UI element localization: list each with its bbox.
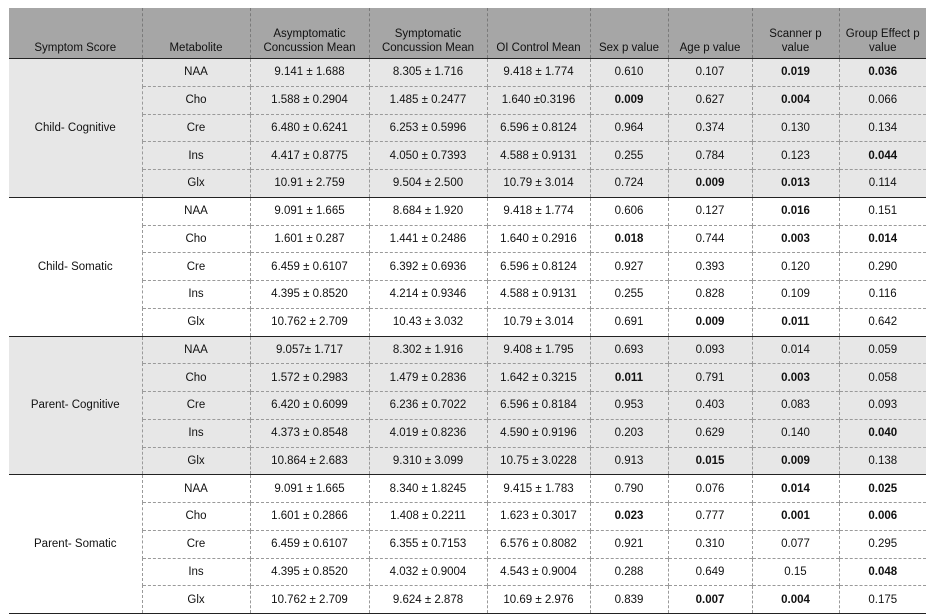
age-p-value-cell: 0.076: [668, 475, 752, 503]
sex-p-value-cell: 0.927: [590, 253, 668, 281]
table-row: [9, 475, 926, 503]
age-p-value-cell: 0.744: [668, 225, 752, 253]
age-p-value-cell: 0.127: [668, 197, 752, 225]
scanner-p-value-cell: 0.014: [752, 475, 839, 503]
header-group-effect-p-value: Group Effect p value: [839, 8, 926, 59]
asymptomatic-mean-cell: 4.373 ± 0.8548: [250, 419, 369, 447]
group-effect-p-value-cell: 0.014: [839, 225, 926, 253]
group-effect-p-value-cell: 0.175: [839, 586, 926, 613]
group-effect-p-value-cell: 0.138: [839, 447, 926, 475]
symptomatic-mean-cell: 8.340 ± 1.8245: [369, 475, 487, 503]
metabolite-cell: Cre: [142, 114, 250, 142]
symptomatic-mean-cell: 6.392 ± 0.6936: [369, 253, 487, 281]
age-p-value-cell: 0.093: [668, 336, 752, 364]
age-p-value-cell: 0.403: [668, 392, 752, 420]
group-effect-p-value-cell: 0.093: [839, 392, 926, 420]
scanner-p-value-cell: 0.009: [752, 447, 839, 475]
scanner-p-value-cell: 0.15: [752, 558, 839, 586]
symptomatic-mean-cell: 8.302 ± 1.916: [369, 336, 487, 364]
group-effect-p-value-cell: 0.025: [839, 475, 926, 503]
oi-control-mean-cell: 10.75 ± 3.0228: [487, 447, 590, 475]
results-table: [9, 8, 926, 613]
table-row: [9, 530, 926, 558]
asymptomatic-mean-cell: 10.91 ± 2.759: [250, 170, 369, 198]
age-p-value-cell: 0.791: [668, 364, 752, 392]
symptomatic-mean-cell: 6.236 ± 0.7022: [369, 392, 487, 420]
header-oi-control-mean: OI Control Mean: [487, 8, 590, 59]
metabolite-cell: NAA: [142, 59, 250, 87]
asymptomatic-mean-cell: 9.091 ± 1.665: [250, 197, 369, 225]
table-row: [9, 253, 926, 281]
metabolite-cell: Cre: [142, 530, 250, 558]
scanner-p-value-cell: 0.011: [752, 308, 839, 336]
oi-control-mean-cell: 10.79 ± 3.014: [487, 170, 590, 198]
scanner-p-value-cell: 0.004: [752, 86, 839, 114]
symptomatic-mean-cell: 4.019 ± 0.8236: [369, 419, 487, 447]
oi-control-mean-cell: 9.415 ± 1.783: [487, 475, 590, 503]
symptomatic-mean-cell: 1.441 ± 0.2486: [369, 225, 487, 253]
table-row: [9, 336, 926, 364]
metabolite-cell: Cre: [142, 392, 250, 420]
symptom-score-cell: Child- Somatic: [9, 197, 142, 336]
age-p-value-cell: 0.393: [668, 253, 752, 281]
scanner-p-value-cell: 0.003: [752, 364, 839, 392]
group-effect-p-value-cell: 0.059: [839, 336, 926, 364]
metabolite-cell: Cho: [142, 364, 250, 392]
asymptomatic-mean-cell: 1.572 ± 0.2983: [250, 364, 369, 392]
sex-p-value-cell: 0.953: [590, 392, 668, 420]
scanner-p-value-cell: 0.083: [752, 392, 839, 420]
row-group: [9, 475, 926, 613]
table-row: [9, 225, 926, 253]
oi-control-mean-cell: 4.590 ± 0.9196: [487, 419, 590, 447]
oi-control-mean-cell: 1.623 ± 0.3017: [487, 503, 590, 531]
asymptomatic-mean-cell: 9.057± 1.717: [250, 336, 369, 364]
age-p-value-cell: 0.015: [668, 447, 752, 475]
sex-p-value-cell: 0.203: [590, 419, 668, 447]
symptomatic-mean-cell: 6.355 ± 0.7153: [369, 530, 487, 558]
table-row: [9, 447, 926, 475]
header-symptom-score: Symptom Score: [9, 8, 142, 59]
asymptomatic-mean-cell: 6.480 ± 0.6241: [250, 114, 369, 142]
symptomatic-mean-cell: 4.032 ± 0.9004: [369, 558, 487, 586]
table-row: [9, 503, 926, 531]
asymptomatic-mean-cell: 1.601 ± 0.287: [250, 225, 369, 253]
group-effect-p-value-cell: 0.058: [839, 364, 926, 392]
table-row: [9, 114, 926, 142]
group-effect-p-value-cell: 0.642: [839, 308, 926, 336]
header-asymptomatic-mean: Asymptomatic Concussion Mean: [250, 8, 369, 59]
sex-p-value-cell: 0.023: [590, 503, 668, 531]
age-p-value-cell: 0.374: [668, 114, 752, 142]
scanner-p-value-cell: 0.019: [752, 59, 839, 87]
table-row: [9, 281, 926, 309]
row-group: [9, 336, 926, 475]
scanner-p-value-cell: 0.014: [752, 336, 839, 364]
symptomatic-mean-cell: 8.684 ± 1.920: [369, 197, 487, 225]
symptomatic-mean-cell: 9.310 ± 3.099: [369, 447, 487, 475]
asymptomatic-mean-cell: 6.459 ± 0.6107: [250, 253, 369, 281]
symptomatic-mean-cell: 1.408 ± 0.2211: [369, 503, 487, 531]
symptomatic-mean-cell: 6.253 ± 0.5996: [369, 114, 487, 142]
header-age-p-value: Age p value: [668, 8, 752, 59]
group-effect-p-value-cell: 0.116: [839, 281, 926, 309]
symptomatic-mean-cell: 10.43 ± 3.032: [369, 308, 487, 336]
table-row: [9, 142, 926, 170]
metabolite-cell: Glx: [142, 308, 250, 336]
table-header: [9, 8, 926, 59]
age-p-value-cell: 0.828: [668, 281, 752, 309]
scanner-p-value-cell: 0.123: [752, 142, 839, 170]
asymptomatic-mean-cell: 4.395 ± 0.8520: [250, 558, 369, 586]
group-effect-p-value-cell: 0.114: [839, 170, 926, 198]
metabolite-cell: NAA: [142, 475, 250, 503]
metabolite-cell: Ins: [142, 419, 250, 447]
symptomatic-mean-cell: 1.479 ± 0.2836: [369, 364, 487, 392]
asymptomatic-mean-cell: 4.395 ± 0.8520: [250, 281, 369, 309]
scanner-p-value-cell: 0.013: [752, 170, 839, 198]
symptomatic-mean-cell: 9.504 ± 2.500: [369, 170, 487, 198]
symptomatic-mean-cell: 4.050 ± 0.7393: [369, 142, 487, 170]
group-effect-p-value-cell: 0.295: [839, 530, 926, 558]
header-metabolite: Metabolite: [142, 8, 250, 59]
table-row: [9, 59, 926, 87]
sex-p-value-cell: 0.606: [590, 197, 668, 225]
metabolite-cell: Ins: [142, 142, 250, 170]
group-effect-p-value-cell: 0.040: [839, 419, 926, 447]
symptomatic-mean-cell: 9.624 ± 2.878: [369, 586, 487, 613]
group-effect-p-value-cell: 0.048: [839, 558, 926, 586]
age-p-value-cell: 0.107: [668, 59, 752, 87]
age-p-value-cell: 0.777: [668, 503, 752, 531]
oi-control-mean-cell: 4.543 ± 0.9004: [487, 558, 590, 586]
symptom-score-cell: Child- Cognitive: [9, 59, 142, 198]
asymptomatic-mean-cell: 4.417 ± 0.8775: [250, 142, 369, 170]
symptomatic-mean-cell: 1.485 ± 0.2477: [369, 86, 487, 114]
oi-control-mean-cell: 10.69 ± 2.976: [487, 586, 590, 613]
scanner-p-value-cell: 0.003: [752, 225, 839, 253]
scanner-p-value-cell: 0.077: [752, 530, 839, 558]
sex-p-value-cell: 0.691: [590, 308, 668, 336]
metabolite-cell: Glx: [142, 447, 250, 475]
asymptomatic-mean-cell: 9.141 ± 1.688: [250, 59, 369, 87]
metabolite-cell: Cho: [142, 86, 250, 114]
group-effect-p-value-cell: 0.066: [839, 86, 926, 114]
sex-p-value-cell: 0.964: [590, 114, 668, 142]
symptomatic-mean-cell: 8.305 ± 1.716: [369, 59, 487, 87]
oi-control-mean-cell: 6.596 ± 0.8124: [487, 253, 590, 281]
oi-control-mean-cell: 6.576 ± 0.8082: [487, 530, 590, 558]
header-scanner-p-value: Scanner p value: [752, 8, 839, 59]
sex-p-value-cell: 0.009: [590, 86, 668, 114]
asymptomatic-mean-cell: 10.864 ± 2.683: [250, 447, 369, 475]
metabolite-cell: Glx: [142, 170, 250, 198]
sex-p-value-cell: 0.610: [590, 59, 668, 87]
oi-control-mean-cell: 9.418 ± 1.774: [487, 197, 590, 225]
oi-control-mean-cell: 1.642 ± 0.3215: [487, 364, 590, 392]
header-symptomatic-mean: Symptomatic Concussion Mean: [369, 8, 487, 59]
table-row: [9, 170, 926, 198]
oi-control-mean-cell: 1.640 ± 0.2916: [487, 225, 590, 253]
symptom-score-cell: Parent- Cognitive: [9, 336, 142, 475]
symptom-score-cell: Parent- Somatic: [9, 475, 142, 613]
scanner-p-value-cell: 0.130: [752, 114, 839, 142]
metabolite-cell: Ins: [142, 558, 250, 586]
asymptomatic-mean-cell: 1.588 ± 0.2904: [250, 86, 369, 114]
oi-control-mean-cell: 6.596 ± 0.8184: [487, 392, 590, 420]
age-p-value-cell: 0.649: [668, 558, 752, 586]
oi-control-mean-cell: 4.588 ± 0.9131: [487, 142, 590, 170]
header-row: [9, 8, 926, 59]
metabolite-cell: Cre: [142, 253, 250, 281]
asymptomatic-mean-cell: 9.091 ± 1.665: [250, 475, 369, 503]
sex-p-value-cell: 0.724: [590, 170, 668, 198]
sex-p-value-cell: 0.790: [590, 475, 668, 503]
metabolite-cell: Ins: [142, 281, 250, 309]
table-row: [9, 586, 926, 613]
oi-control-mean-cell: 10.79 ± 3.014: [487, 308, 590, 336]
results-table-container: [9, 8, 926, 614]
sex-p-value-cell: 0.255: [590, 281, 668, 309]
sex-p-value-cell: 0.913: [590, 447, 668, 475]
asymptomatic-mean-cell: 1.601 ± 0.2866: [250, 503, 369, 531]
group-effect-p-value-cell: 0.036: [839, 59, 926, 87]
age-p-value-cell: 0.009: [668, 170, 752, 198]
row-group: [9, 59, 926, 198]
age-p-value-cell: 0.009: [668, 308, 752, 336]
scanner-p-value-cell: 0.004: [752, 586, 839, 613]
group-effect-p-value-cell: 0.151: [839, 197, 926, 225]
header-sex-p-value: Sex p value: [590, 8, 668, 59]
scanner-p-value-cell: 0.001: [752, 503, 839, 531]
group-effect-p-value-cell: 0.134: [839, 114, 926, 142]
asymptomatic-mean-cell: 6.420 ± 0.6099: [250, 392, 369, 420]
age-p-value-cell: 0.629: [668, 419, 752, 447]
sex-p-value-cell: 0.018: [590, 225, 668, 253]
table-row: [9, 558, 926, 586]
asymptomatic-mean-cell: 10.762 ± 2.709: [250, 308, 369, 336]
scanner-p-value-cell: 0.016: [752, 197, 839, 225]
oi-control-mean-cell: 4.588 ± 0.9131: [487, 281, 590, 309]
scanner-p-value-cell: 0.109: [752, 281, 839, 309]
metabolite-cell: Cho: [142, 225, 250, 253]
table-row: [9, 364, 926, 392]
group-effect-p-value-cell: 0.044: [839, 142, 926, 170]
sex-p-value-cell: 0.693: [590, 336, 668, 364]
age-p-value-cell: 0.310: [668, 530, 752, 558]
group-effect-p-value-cell: 0.006: [839, 503, 926, 531]
metabolite-cell: NAA: [142, 197, 250, 225]
scanner-p-value-cell: 0.140: [752, 419, 839, 447]
metabolite-cell: Glx: [142, 586, 250, 613]
sex-p-value-cell: 0.839: [590, 586, 668, 613]
oi-control-mean-cell: 9.408 ± 1.795: [487, 336, 590, 364]
table-row: [9, 197, 926, 225]
table-row: [9, 419, 926, 447]
age-p-value-cell: 0.784: [668, 142, 752, 170]
symptomatic-mean-cell: 4.214 ± 0.9346: [369, 281, 487, 309]
oi-control-mean-cell: 9.418 ± 1.774: [487, 59, 590, 87]
age-p-value-cell: 0.007: [668, 586, 752, 613]
oi-control-mean-cell: 1.640 ±0.3196: [487, 86, 590, 114]
scanner-p-value-cell: 0.120: [752, 253, 839, 281]
asymptomatic-mean-cell: 10.762 ± 2.709: [250, 586, 369, 613]
oi-control-mean-cell: 6.596 ± 0.8124: [487, 114, 590, 142]
group-effect-p-value-cell: 0.290: [839, 253, 926, 281]
metabolite-cell: NAA: [142, 336, 250, 364]
asymptomatic-mean-cell: 6.459 ± 0.6107: [250, 530, 369, 558]
table-row: [9, 86, 926, 114]
sex-p-value-cell: 0.255: [590, 142, 668, 170]
age-p-value-cell: 0.627: [668, 86, 752, 114]
sex-p-value-cell: 0.011: [590, 364, 668, 392]
row-group: [9, 197, 926, 336]
metabolite-cell: Cho: [142, 503, 250, 531]
table-row: [9, 308, 926, 336]
sex-p-value-cell: 0.921: [590, 530, 668, 558]
sex-p-value-cell: 0.288: [590, 558, 668, 586]
table-row: [9, 392, 926, 420]
